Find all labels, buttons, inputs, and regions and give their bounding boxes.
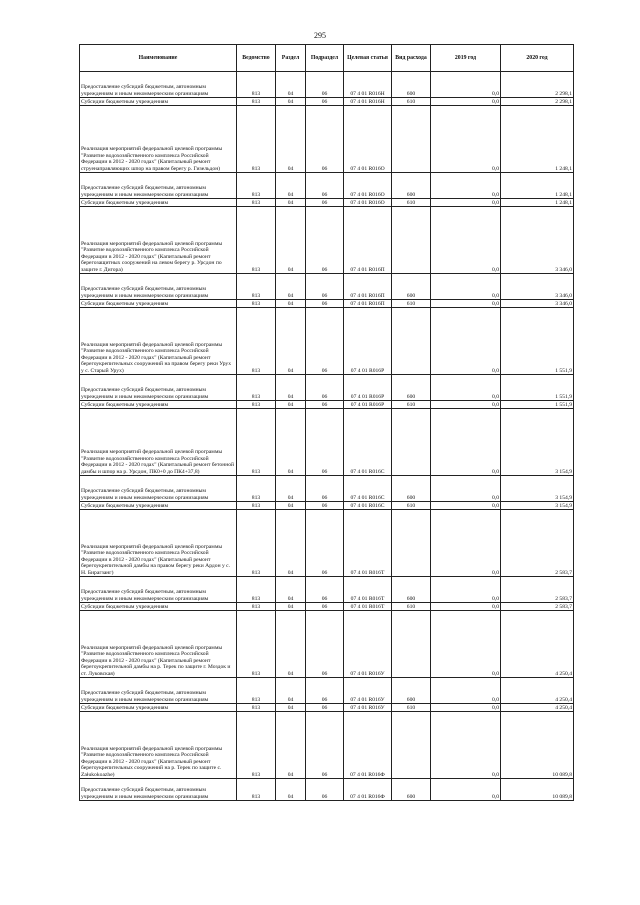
cell-target: 07 4 01 R016Р [344, 401, 392, 409]
cell-ved: 813 [237, 502, 276, 510]
cell-vid: 600 [392, 274, 431, 300]
cell-y2019: 0,0 [431, 502, 501, 510]
table-row [80, 207, 574, 274]
cell-ved: 813 [237, 199, 276, 207]
cell-target: 07 4 01 R016О [344, 106, 392, 173]
cell-target: 07 4 01 R016Р [344, 375, 392, 401]
cell-razdel: 04 [276, 173, 306, 199]
cell-ved: 813 [237, 510, 276, 577]
cell-y2019: 0,0 [431, 712, 501, 779]
cell-vid: 610 [392, 300, 431, 308]
cell-vid: 600 [392, 476, 431, 502]
cell-target: 07 4 01 R016Ф [344, 779, 392, 801]
cell-name: Предоставление субсидий бюджетным, автономным учреждениям и иным некоммерческим организациям [80, 779, 237, 801]
table-row [80, 510, 574, 577]
cell-y2020: 1 551,9 [501, 375, 574, 401]
cell-ved: 813 [237, 308, 276, 375]
cell-vid: 600 [392, 779, 431, 801]
cell-podrazdel: 06 [306, 476, 344, 502]
cell-vid: 600 [392, 678, 431, 704]
cell-name: Реализация мероприятий федеральной целевой программы "Развитие водохозяйственного комплекса Российской Федерации в 2012 - 2020 годах" (Капитальный ремонт бетонной дамбы и шпор на р. Урсдон, ПК0+0 до ПК4+37,8) [80, 409, 237, 476]
cell-name: Субсидии бюджетным учреждениям [80, 502, 237, 510]
cell-name: Субсидии бюджетным учреждениям [80, 300, 237, 308]
cell-target: 07 4 01 R016О [344, 173, 392, 199]
cell-y2019: 0,0 [431, 300, 501, 308]
cell-razdel: 04 [276, 274, 306, 300]
cell-y2019: 0,0 [431, 199, 501, 207]
cell-y2019: 0,0 [431, 106, 501, 173]
table-row [80, 603, 574, 611]
cell-y2020: 3 154,9 [501, 409, 574, 476]
cell-ved: 813 [237, 603, 276, 611]
cell-target: 07 4 01 R016О [344, 199, 392, 207]
cell-name: Предоставление субсидий бюджетным, автономным учреждениям и иным некоммерческим организациям [80, 72, 237, 98]
cell-y2019: 0,0 [431, 375, 501, 401]
cell-podrazdel: 06 [306, 72, 344, 98]
cell-y2020: 1 248,1 [501, 199, 574, 207]
cell-target: 07 4 01 R016Т [344, 603, 392, 611]
cell-y2020: 2 298,1 [501, 72, 574, 98]
cell-razdel: 04 [276, 611, 306, 678]
cell-razdel: 04 [276, 409, 306, 476]
cell-y2019: 0,0 [431, 577, 501, 603]
cell-y2020: 1 248,1 [501, 106, 574, 173]
cell-razdel: 04 [276, 401, 306, 409]
cell-vid [392, 510, 431, 577]
cell-target: 07 4 01 R016Р [344, 308, 392, 375]
cell-y2019: 0,0 [431, 779, 501, 801]
cell-ved: 813 [237, 704, 276, 712]
cell-y2019: 0,0 [431, 510, 501, 577]
cell-y2019: 0,0 [431, 207, 501, 274]
cell-ved: 813 [237, 611, 276, 678]
cell-target: 07 4 01 R016П [344, 274, 392, 300]
cell-vid [392, 308, 431, 375]
cell-vid [392, 712, 431, 779]
cell-name: Реализация мероприятий федеральной целевой программы "Развитие водохозяйственного комплекса Российской Федерации в 2012 - 2020 годах" (Капитальный ремонт берегоукрепительной дамбы на р. Терек по защите г. Моздок и ст. Луковская) [80, 611, 237, 678]
cell-target: 07 4 01 R016У [344, 704, 392, 712]
cell-y2019: 0,0 [431, 173, 501, 199]
cell-y2020: 4 250,4 [501, 704, 574, 712]
table-row [80, 173, 574, 199]
cell-razdel: 04 [276, 106, 306, 173]
table-row [80, 401, 574, 409]
cell-vid [392, 207, 431, 274]
cell-podrazdel: 06 [306, 300, 344, 308]
cell-y2020: 2 583,7 [501, 577, 574, 603]
cell-name: Реализация мероприятий федеральной целевой программы "Развитие водохозяйственного комплекса Российской Федерации в 2012 - 2020 годах" (Капитальный ремонт струенаправляющих шпор на правом берегу р. Гизельдон) [80, 106, 237, 173]
cell-ved: 813 [237, 401, 276, 409]
table-row [80, 476, 574, 502]
cell-y2020: 3 346,0 [501, 300, 574, 308]
cell-vid: 610 [392, 704, 431, 712]
cell-podrazdel: 06 [306, 106, 344, 173]
header-podrazdel: Подраздел [306, 45, 344, 72]
table-row [80, 611, 574, 678]
cell-vid: 600 [392, 375, 431, 401]
cell-podrazdel: 06 [306, 704, 344, 712]
cell-podrazdel: 06 [306, 173, 344, 199]
cell-name: Предоставление субсидий бюджетным, автономным учреждениям и иным некоммерческим организациям [80, 274, 237, 300]
cell-y2019: 0,0 [431, 401, 501, 409]
table-row [80, 577, 574, 603]
cell-razdel: 04 [276, 577, 306, 603]
cell-target: 07 4 01 R016Н [344, 98, 392, 106]
cell-y2020: 3 154,9 [501, 476, 574, 502]
table-row [80, 779, 574, 801]
cell-y2020: 2 583,7 [501, 603, 574, 611]
cell-target: 07 4 01 R016Т [344, 510, 392, 577]
cell-razdel: 04 [276, 678, 306, 704]
cell-ved: 813 [237, 678, 276, 704]
cell-ved: 813 [237, 173, 276, 199]
cell-razdel: 04 [276, 510, 306, 577]
table-row [80, 678, 574, 704]
cell-y2019: 0,0 [431, 409, 501, 476]
cell-podrazdel: 06 [306, 779, 344, 801]
cell-ved: 813 [237, 375, 276, 401]
cell-ved: 813 [237, 712, 276, 779]
header-target: Целевая статья [344, 45, 392, 72]
cell-razdel: 04 [276, 98, 306, 106]
cell-podrazdel: 06 [306, 274, 344, 300]
cell-podrazdel: 06 [306, 409, 344, 476]
cell-vid: 610 [392, 98, 431, 106]
cell-name: Реализация мероприятий федеральной целевой программы "Развитие водохозяйственного комплекса Российской Федерации в 2012 - 2020 годах" (Капитальный ремонт берегозащитных сооружений на левом берегу р. Урсдон по защите г. Дигора) [80, 207, 237, 274]
cell-podrazdel: 06 [306, 510, 344, 577]
page-number: 295 [314, 31, 326, 40]
cell-ved: 813 [237, 300, 276, 308]
cell-podrazdel: 06 [306, 577, 344, 603]
cell-y2020: 1 248,1 [501, 173, 574, 199]
cell-y2020: 1 551,9 [501, 308, 574, 375]
table-header-row [80, 45, 574, 72]
cell-y2020: 3 346,0 [501, 274, 574, 300]
table-row [80, 704, 574, 712]
cell-vid [392, 611, 431, 678]
cell-y2019: 0,0 [431, 603, 501, 611]
cell-y2019: 0,0 [431, 308, 501, 375]
cell-y2019: 0,0 [431, 476, 501, 502]
cell-razdel: 04 [276, 603, 306, 611]
cell-razdel: 04 [276, 375, 306, 401]
cell-ved: 813 [237, 106, 276, 173]
table-row [80, 409, 574, 476]
cell-ved: 813 [237, 409, 276, 476]
cell-podrazdel: 06 [306, 712, 344, 779]
cell-vid: 600 [392, 577, 431, 603]
cell-target: 07 4 01 R016Ф [344, 712, 392, 779]
cell-razdel: 04 [276, 704, 306, 712]
cell-target: 07 4 01 R016Н [344, 72, 392, 98]
cell-vid: 610 [392, 603, 431, 611]
cell-podrazdel: 06 [306, 502, 344, 510]
cell-razdel: 04 [276, 502, 306, 510]
table-row [80, 712, 574, 779]
cell-podrazdel: 06 [306, 199, 344, 207]
cell-podrazdel: 06 [306, 308, 344, 375]
cell-y2020: 10 089,8 [501, 712, 574, 779]
cell-target: 07 4 01 R016П [344, 300, 392, 308]
table-row [80, 98, 574, 106]
cell-name: Субсидии бюджетным учреждениям [80, 603, 237, 611]
cell-target: 07 4 01 R016С [344, 502, 392, 510]
header-2020: 2020 год [501, 45, 574, 72]
cell-y2020: 2 583,7 [501, 510, 574, 577]
cell-vid [392, 409, 431, 476]
cell-podrazdel: 06 [306, 401, 344, 409]
cell-y2019: 0,0 [431, 274, 501, 300]
cell-y2020: 10 089,8 [501, 779, 574, 801]
cell-ved: 813 [237, 274, 276, 300]
cell-podrazdel: 06 [306, 603, 344, 611]
cell-name: Субсидии бюджетным учреждениям [80, 704, 237, 712]
cell-target: 07 4 01 R016П [344, 207, 392, 274]
cell-ved: 813 [237, 779, 276, 801]
cell-name: Субсидии бюджетным учреждениям [80, 401, 237, 409]
cell-razdel: 04 [276, 779, 306, 801]
cell-vid: 610 [392, 199, 431, 207]
cell-vid: 610 [392, 401, 431, 409]
cell-podrazdel: 06 [306, 611, 344, 678]
cell-y2019: 0,0 [431, 98, 501, 106]
cell-name: Реализация мероприятий федеральной целевой программы "Развитие водохозяйственного комплекса Российской Федерации в 2012 - 2020 годах" (Капитальный ремонт берегоукрепительных сооружений на р. Терек по защите с. Załukokoazhe) [80, 712, 237, 779]
cell-name: Субсидии бюджетным учреждениям [80, 98, 237, 106]
cell-target: 07 4 01 R016Т [344, 577, 392, 603]
cell-razdel: 04 [276, 476, 306, 502]
header-vid: Вид расхода [392, 45, 431, 72]
cell-podrazdel: 06 [306, 98, 344, 106]
cell-y2020: 4 250,4 [501, 678, 574, 704]
table-row [80, 72, 574, 98]
cell-razdel: 04 [276, 199, 306, 207]
cell-razdel: 04 [276, 308, 306, 375]
cell-y2019: 0,0 [431, 611, 501, 678]
cell-y2019: 0,0 [431, 678, 501, 704]
cell-razdel: 04 [276, 712, 306, 779]
cell-ved: 813 [237, 577, 276, 603]
cell-vid [392, 106, 431, 173]
cell-podrazdel: 06 [306, 207, 344, 274]
cell-razdel: 04 [276, 207, 306, 274]
cell-name: Предоставление субсидий бюджетным, автономным учреждениям и иным некоммерческим организациям [80, 476, 237, 502]
table-row [80, 502, 574, 510]
cell-vid: 600 [392, 72, 431, 98]
cell-target: 07 4 01 R016С [344, 476, 392, 502]
cell-razdel: 04 [276, 300, 306, 308]
budget-table [79, 44, 574, 801]
cell-name: Реализация мероприятий федеральной целевой программы "Развитие водохозяйственного комплекса Российской Федерации в 2012 - 2020 годах" (Капитальный ремонт берегоукрепительной дамбы на правом берегу реки Ардон у с. Н. Бирагзанг) [80, 510, 237, 577]
cell-y2020: 3 154,9 [501, 502, 574, 510]
header-2019: 2019 год [431, 45, 501, 72]
table-row [80, 300, 574, 308]
cell-y2020: 4 250,4 [501, 611, 574, 678]
cell-target: 07 4 01 R016У [344, 611, 392, 678]
cell-vid: 600 [392, 173, 431, 199]
cell-y2020: 2 298,1 [501, 98, 574, 106]
table-row [80, 106, 574, 173]
cell-y2020: 3 346,0 [501, 207, 574, 274]
header-name: Наименование [80, 45, 237, 72]
cell-podrazdel: 06 [306, 678, 344, 704]
cell-ved: 813 [237, 207, 276, 274]
table-row [80, 308, 574, 375]
cell-name: Реализация мероприятий федеральной целевой программы "Развитие водохозяйственного комплекса Российской Федерации в 2012 - 2020 годах" (Капитальный ремонт берегоукрепительных сооружений на правом берегу реки Урух у с. Старый Урух) [80, 308, 237, 375]
cell-name: Предоставление субсидий бюджетным, автономным учреждениям и иным некоммерческим организациям [80, 678, 237, 704]
cell-name: Субсидии бюджетным учреждениям [80, 199, 237, 207]
cell-name: Предоставление субсидий бюджетным, автономным учреждениям и иным некоммерческим организациям [80, 577, 237, 603]
cell-target: 07 4 01 R016С [344, 409, 392, 476]
cell-name: Предоставление субсидий бюджетным, автономным учреждениям и иным некоммерческим организациям [80, 173, 237, 199]
cell-ved: 813 [237, 476, 276, 502]
cell-y2019: 0,0 [431, 72, 501, 98]
cell-razdel: 04 [276, 72, 306, 98]
table-row [80, 199, 574, 207]
cell-target: 07 4 01 R016У [344, 678, 392, 704]
table-row [80, 274, 574, 300]
cell-ved: 813 [237, 72, 276, 98]
cell-y2019: 0,0 [431, 704, 501, 712]
header-razdel: Раздел [276, 45, 306, 72]
cell-ved: 813 [237, 98, 276, 106]
cell-podrazdel: 06 [306, 375, 344, 401]
table-row [80, 375, 574, 401]
cell-name: Предоставление субсидий бюджетным, автономным учреждениям и иным некоммерческим организациям [80, 375, 237, 401]
cell-vid: 610 [392, 502, 431, 510]
header-ved: Ведомство [237, 45, 276, 72]
cell-y2020: 1 551,9 [501, 401, 574, 409]
